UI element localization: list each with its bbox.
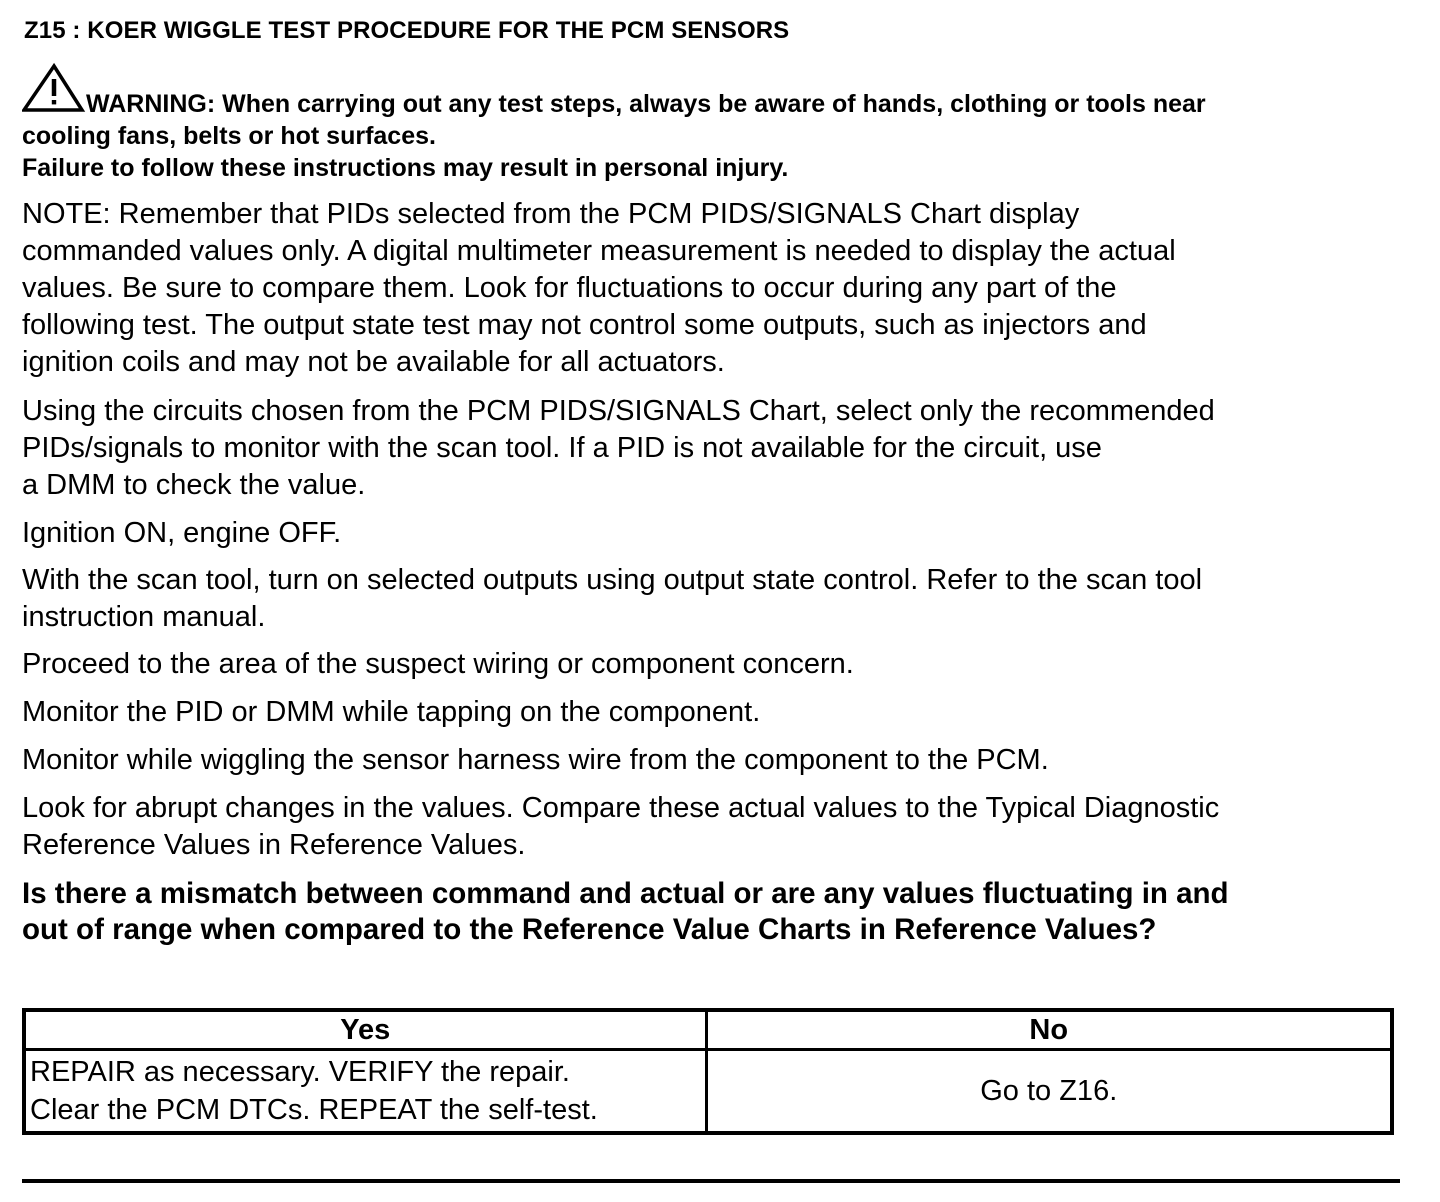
step-proceed <box>22 646 1412 683</box>
note-line: ignition coils and may not be available for all actuators. <box>22 346 725 378</box>
step-monitor-wiggle <box>22 742 1412 779</box>
yes-line: Clear the PCM DTCs. REPEAT the self-test. <box>30 1094 598 1126</box>
warning-line-1 <box>22 62 1412 120</box>
step-scan-tool <box>22 562 1412 636</box>
warning-triangle-icon <box>22 62 86 114</box>
decision-question <box>22 876 1422 948</box>
step-line: Monitor the PID or DMM while tapping on the component. <box>22 696 761 728</box>
question-line: out of range when compared to the Reference Value Charts in Reference Values? <box>22 913 1157 946</box>
step-circuits <box>22 393 1412 504</box>
step-line: Proceed to the area of the suspect wiring or component concern. <box>22 648 854 680</box>
step-line: Using the circuits chosen from the PCM PIDS/SIGNALS Chart, select only the recommended <box>22 395 1215 427</box>
step-line: Monitor while wiggling the sensor harness wire from the component to the PCM. <box>22 744 1049 776</box>
step-line: Ignition ON, engine OFF. <box>22 517 342 549</box>
no-header: No <box>706 1010 1392 1050</box>
note-line: values. Be sure to compare them. Look for fluctuations to occur during any part of the <box>22 272 1117 304</box>
warning-label: WARNING: <box>86 90 216 118</box>
yes-no-table <box>22 1008 1394 1135</box>
warning-line-3: Failure to follow these instructions may result in personal injury. <box>22 154 789 182</box>
step-monitor-tap <box>22 694 1412 731</box>
note-paragraph <box>22 196 1412 381</box>
no-cell: Go to Z16. <box>706 1050 1392 1134</box>
step-line: PIDs/signals to monitor with the scan tool. If a PID is not available for the circuit, use <box>22 432 1102 464</box>
question-line: Is there a mismatch between command and actual or are any values fluctuating in and <box>22 877 1229 910</box>
yes-line: REPAIR as necessary. VERIFY the repair. <box>30 1056 570 1088</box>
note-line: NOTE: Remember that PIDs selected from the PCM PIDS/SIGNALS Chart display <box>22 198 1080 230</box>
note-line: following test. The output state test may not control some outputs, such as injectors and <box>22 309 1147 341</box>
step-ignition <box>22 515 1412 552</box>
note-line: commanded values only. A digital multimeter measurement is needed to display the actual <box>22 235 1176 267</box>
page-title: Z15 : KOER WIGGLE TEST PROCEDURE FOR THE PCM SENSORS <box>24 17 790 44</box>
table-header-row <box>24 1010 1392 1050</box>
bottom-divider <box>22 1179 1400 1183</box>
step-line: Reference Values in Reference Values. <box>22 829 526 861</box>
warning-text-1: When carrying out any test steps, always be aware of hands, clothing or tools near <box>215 90 1206 118</box>
yes-header: Yes <box>24 1010 706 1050</box>
yes-cell <box>24 1050 706 1134</box>
warning-line-2: cooling fans, belts or hot surfaces. <box>22 122 436 150</box>
step-look-for <box>22 790 1412 864</box>
step-line: a DMM to check the value. <box>22 469 366 501</box>
warning-block <box>22 62 1412 184</box>
table-row <box>24 1050 1392 1134</box>
step-line: With the scan tool, turn on selected outputs using output state control. Refer to the scan tool <box>22 564 1203 596</box>
step-line: Look for abrupt changes in the values. Compare these actual values to the Typical Diagnostic <box>22 792 1220 824</box>
step-line: instruction manual. <box>22 601 266 633</box>
